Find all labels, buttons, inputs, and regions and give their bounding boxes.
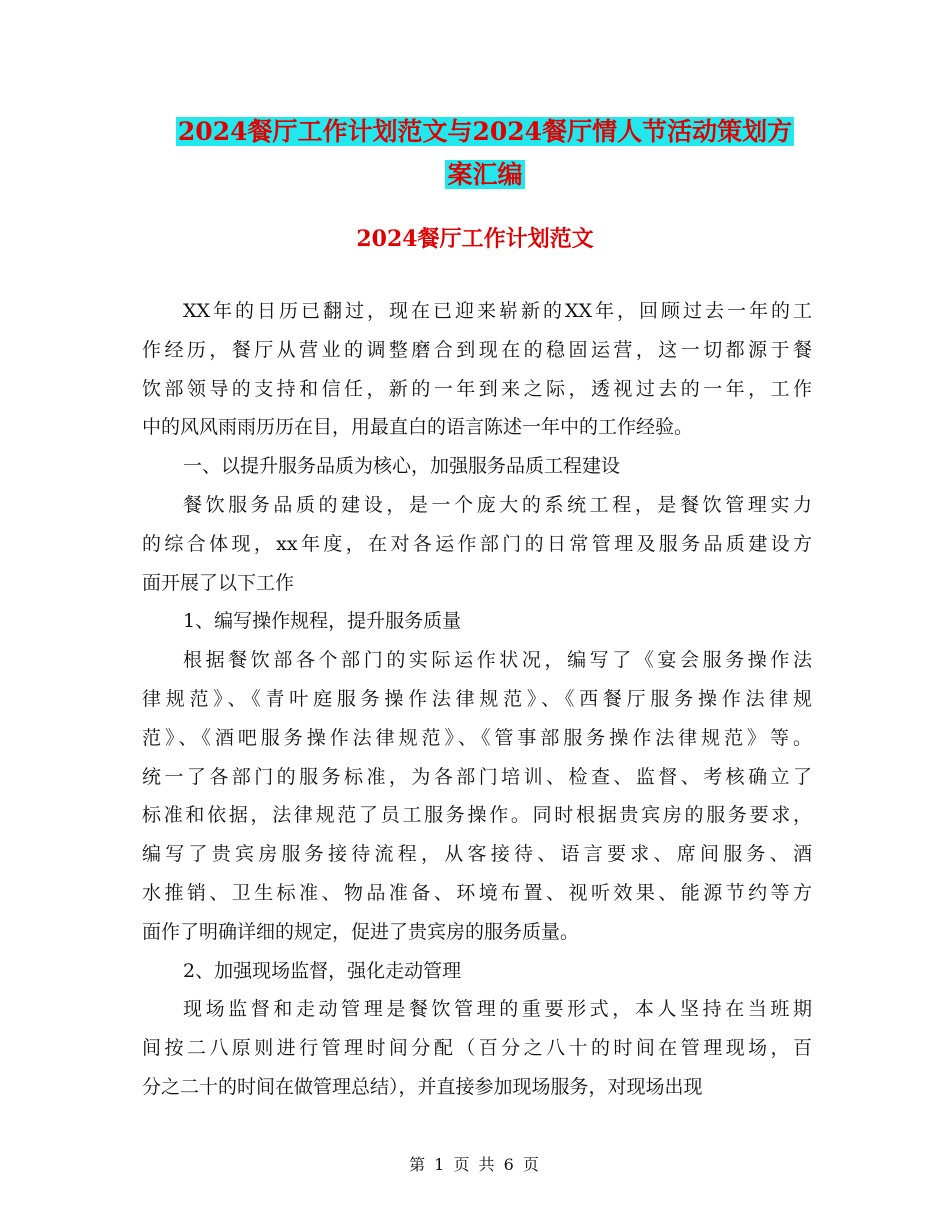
paragraph-line: 编写了贵宾房服务接待流程，从客接待、语言要求、席间服务、酒: [142, 843, 812, 866]
paragraph-line: 面开展了以下工作: [142, 571, 295, 594]
paragraph: [142, 641, 812, 951]
paragraph-line: 作经历，餐厅从营业的调整磨合到现在的稳固运营，这一切都源于餐: [142, 338, 812, 361]
paragraph-line: 面作了明确详细的规定，促进了贵宾房的服务质量。: [142, 920, 580, 943]
paragraph-line: 统一了各部门的服务标准，为各部门培训、检查、监督、考核确立了: [142, 765, 812, 788]
paragraph-line: 餐饮服务品质的建设，是一个庞大的系统工程，是餐饮管理实力: [183, 493, 812, 516]
paragraph-line: 一、以提升服务品质为核心，加强服务品质工程建设: [183, 455, 621, 478]
paragraph-line: 2、加强现场监督，强化走动管理: [183, 959, 462, 982]
paragraph-line: XX年的日历已翻过，现在已迎来崭新的XX年，回顾过去一年的工: [183, 300, 812, 322]
title-line-1: 2024餐厅工作计划范文与2024餐厅情人节活动策划方: [177, 117, 793, 146]
page-footer: 第 1 页 共 6 页: [409, 1155, 541, 1174]
paragraph: [142, 952, 812, 991]
paragraph: [142, 486, 812, 602]
paragraph: [142, 990, 812, 1106]
paragraph-line: 的综合体现，xx年度，在对各运作部门的日常管理及服务品质建设方: [142, 532, 812, 555]
document-body: [142, 292, 812, 1107]
paragraph-line: 中的风风雨雨历历在目，用最直白的语言陈述一年中的工作经验。: [142, 416, 694, 439]
paragraph-line: 标准和依据，法律规范了员工服务操作。同时根据贵宾房的服务要求，: [142, 804, 812, 827]
document-title: [140, 110, 830, 196]
paragraph-line: 分之二十的时间在做管理总结），并直接参加现场服务，对现场出现: [142, 1075, 703, 1098]
paragraph: [142, 447, 812, 486]
paragraph-line: 范》、《酒吧服务操作法律规范》、《管事部服务操作法律规范》等。: [142, 726, 812, 749]
paragraph-line: 现场监督和走动管理是餐饮管理的重要形式，本人坚持在当班期: [183, 998, 812, 1021]
paragraph-line: 水推销、卫生标准、物品准备、环境布置、视听效果、能源节约等方: [142, 881, 812, 904]
section-title: 2024餐厅工作计划范文: [356, 226, 594, 252]
paragraph-line: 1、编写操作规程，提升服务质量: [183, 610, 462, 633]
title-line-2: 案汇编: [447, 160, 523, 189]
paragraph-line: 饮部领导的支持和信任，新的一年到来之际，透视过去的一年，工作: [142, 377, 812, 400]
paragraph-line: 律规范》、《青叶庭服务操作法律规范》、《西餐厅服务操作法律规: [142, 687, 812, 710]
paragraph-line: 间按二八原则进行管理时间分配（百分之八十的时间在管理现场，百: [142, 1037, 812, 1060]
paragraph-line: 根据餐饮部各个部门的实际运作状况，编写了《宴会服务操作法: [183, 649, 812, 672]
paragraph: [142, 602, 812, 641]
paragraph: [142, 292, 812, 447]
